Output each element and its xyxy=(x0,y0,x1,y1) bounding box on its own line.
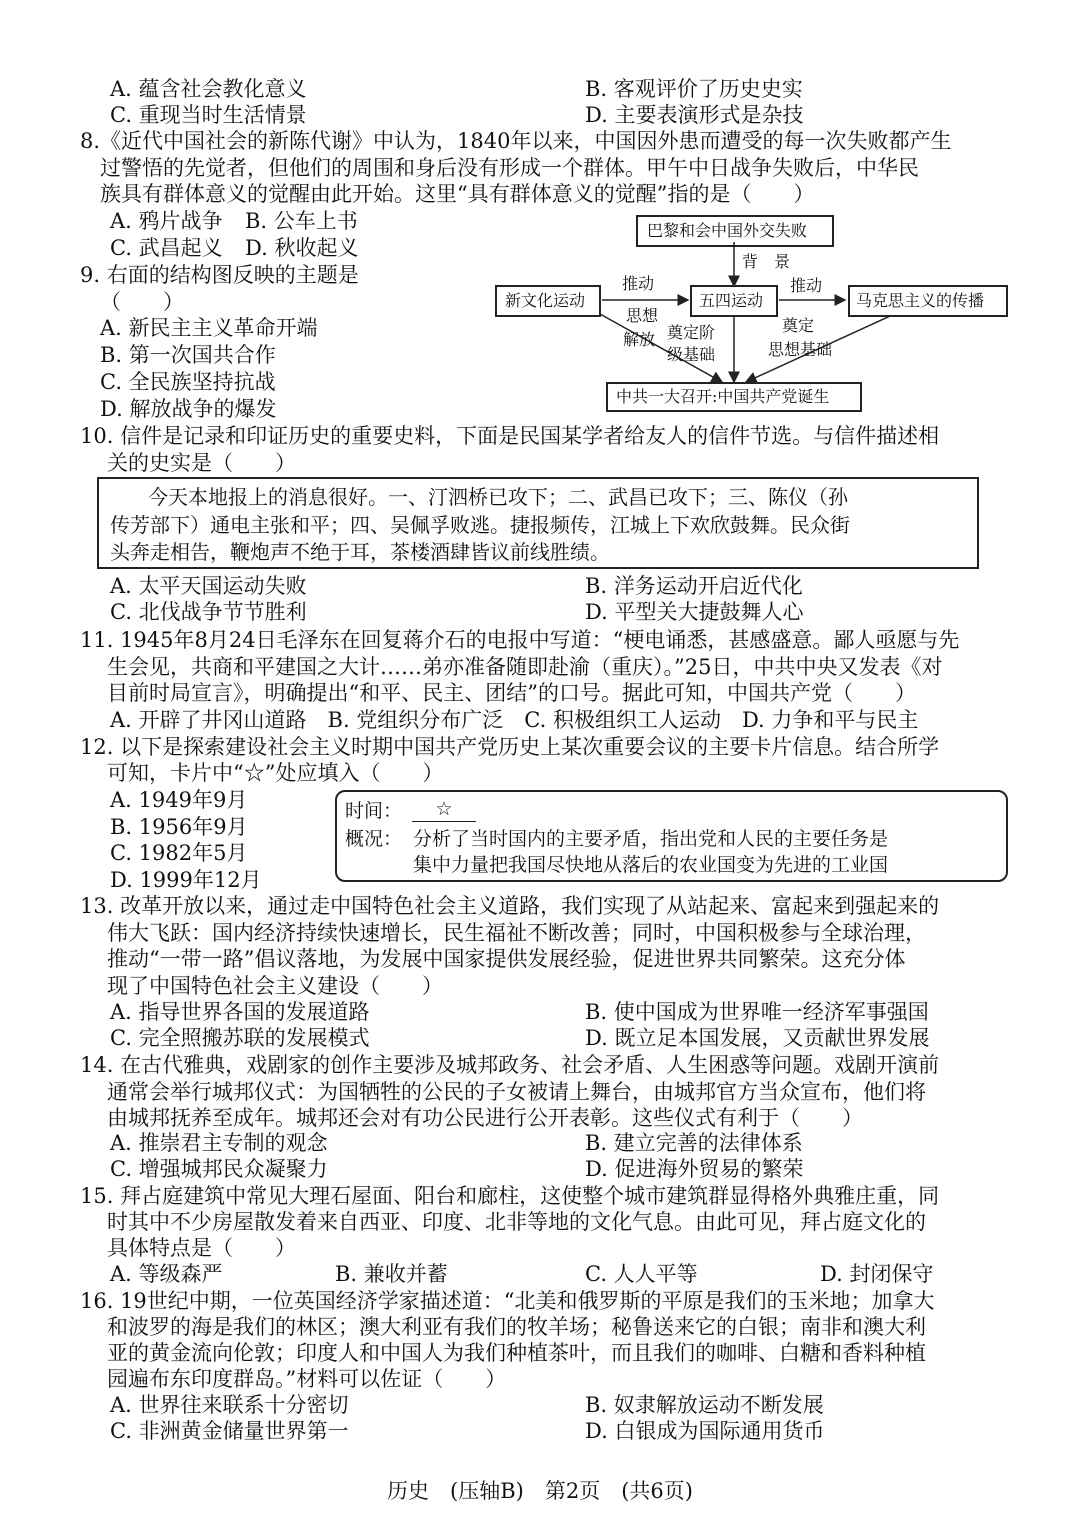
diagram-node-may-fourth-label: 五四运动 xyxy=(699,291,764,310)
q10-stem-line1: 10. 信件是记录和印证历史的重要史料，下面是民国某学者给友人的信件节选。与信件描述相 xyxy=(80,424,940,448)
diagram-node-cpc-label: 中共一大召开:中国共产党诞生 xyxy=(616,387,830,406)
q16-option-d: D. 白银成为国际通用货币 xyxy=(585,1419,825,1443)
q11-stem-line2: 生会见，共商和平建国之大计……弟亦准备随即赴渝（重庆）。”25日，中共中央又发表《对 xyxy=(107,655,943,679)
diagram-label-found-1: 奠定 xyxy=(782,316,815,335)
q13-option-c: C. 完全照搬苏联的发展模式 xyxy=(110,1026,370,1050)
q14-stem-line2: 通常会举行城邦仪式：为国牺牲的公民的子女被请上舞台，由城邦官方当众宣布，他们将 xyxy=(107,1080,926,1104)
q11-stem-line3: 目前时局宣言》，明确提出“和平、民主、团结”的口号。据此可知，中国共产党（ ） xyxy=(107,681,916,705)
q11-stem-line1: 11. 1945年8月24日毛泽东在回复蒋介石的电报中写道：“梗电诵悉，甚感盛意。鄙人亟愿与先 xyxy=(80,628,960,652)
q7-option-d: D. 主要表演形式是杂技 xyxy=(585,103,804,127)
card-time-label: 时间： xyxy=(345,800,403,822)
q16-option-a: A. 世界往来联系十分密切 xyxy=(110,1393,349,1417)
q13-stem-line1: 13. 改革开放以来，通过走中国特色社会主义道路，我们实现了从站起来、富起来到强起来的 xyxy=(80,894,940,918)
q7-option-c: C. 重现当时生活情景 xyxy=(110,103,307,127)
q8-stem-line3: 族具有群体意义的觉醒由此开始。这里“具有群体意义的觉醒”指的是（ ） xyxy=(100,182,815,206)
q8-stem-line2: 过警悟的先觉者，但他们的周围和身后没有形成一个群体。甲午中日战争失败后，中华民 xyxy=(100,156,919,180)
card-summary-line1: 分析了当时国内的主要矛盾，指出党和人民的主要任务是 xyxy=(413,828,889,850)
q14-stem-line1: 14. 在古代雅典，戏剧家的创作主要涉及城邦政务、社会矛盾、人生困惑等问题。戏剧开演前 xyxy=(80,1053,940,1077)
q9-option-d: D. 解放战争的爆发 xyxy=(100,397,277,421)
q10-letter-line1: 今天本地报上的消息很好。一、汀泗桥已攻下；二、武昌已攻下；三、陈仪（孙 xyxy=(148,485,848,509)
q15-option-c: C. 人人平等 xyxy=(585,1262,698,1286)
q12-stem-line2: 可知，卡片中“☆”处应填入（ ） xyxy=(107,761,444,785)
diagram-label-found-2: 思想基础 xyxy=(768,340,833,359)
q15-stem-line3: 具体特点是（ ） xyxy=(107,1236,296,1260)
q14-stem-line3: 由城邦抚养至成年。城邦还会对有功公民进行公开表彰。这些仪式有利于（ ） xyxy=(107,1106,863,1130)
q9-option-a: A. 新民主主义革命开端 xyxy=(100,316,318,340)
q15-option-d: D. 封闭保守 xyxy=(820,1262,934,1286)
diagram-label-background: 背 景 xyxy=(742,252,791,271)
q13-stem-line4: 现了中国特色社会主义建设（ ） xyxy=(107,974,443,998)
q8-stem-line1: 8.《近代中国社会的新陈代谢》中认为，1840年以来，中国因外患而遭受的每一次失败都产生 xyxy=(80,129,952,153)
card-summary-line2: 集中力量把我国尽快地从落后的农业国变为先进的工业国 xyxy=(413,854,889,876)
q14-option-a: A. 推崇君主专制的观念 xyxy=(110,1131,328,1155)
q10-letter-line2: 传芳部下）通电主张和平；四、吴佩孚败逃。捷报频传，江城上下欢欣鼓舞。民众街 xyxy=(110,513,850,537)
card-summary-label: 概况： xyxy=(345,828,403,850)
q10-stem-line2: 关的史实是（ ） xyxy=(107,451,296,475)
q12-option-a: A. 1949年9月 xyxy=(110,788,248,812)
diagram-node-paris-label: 巴黎和会中国外交失败 xyxy=(647,221,808,240)
page-footer: 历史 (压轴B) 第2页 (共6页) xyxy=(387,1479,693,1503)
q9-option-c: C. 全民族坚持抗战 xyxy=(100,370,276,394)
q14-option-c: C. 增强城邦民众凝聚力 xyxy=(110,1157,328,1181)
q7-option-a: A. 蕴含社会教化意义 xyxy=(110,77,307,101)
q9-stem-line1: 9. 右面的结构图反映的主题是 xyxy=(80,263,359,287)
q16-stem-line3: 亚的黄金流向伦敦；印度人和中国人为我们种植茶叶，而且我们的咖啡、白糖和香料种植 xyxy=(107,1341,926,1365)
q13-option-a: A. 指导世界各国的发展道路 xyxy=(110,1000,370,1024)
diagram-label-class-1: 奠定阶 xyxy=(667,323,716,342)
q16-stem-line1: 16. 19世纪中期，一位英国经济学家描述道：“北美和俄罗斯的平原是我们的玉米地；加拿大 xyxy=(80,1289,935,1313)
q15-option-b: B. 兼收并蓄 xyxy=(335,1262,448,1286)
q10-option-d: D. 平型关大捷鼓舞人心 xyxy=(585,600,804,624)
q8-option-b: B. 公车上书 xyxy=(245,209,358,233)
q9-option-b: B. 第一次国共合作 xyxy=(100,343,276,367)
q7-option-b: B. 客观评价了历史史实 xyxy=(585,77,803,101)
q10-letter-line3: 头奔走相告，鞭炮声不绝于耳，茶楼酒肆皆议前线胜绩。 xyxy=(110,540,610,564)
q13-option-d: D. 既立足本国发展，又贡献世界发展 xyxy=(585,1026,930,1050)
q8-option-c: C. 武昌起义 xyxy=(110,236,223,260)
q14-option-d: D. 促进海外贸易的繁荣 xyxy=(585,1157,804,1181)
q9-stem-line2: （ ） xyxy=(100,290,184,314)
q8-option-d: D. 秋收起义 xyxy=(245,236,359,260)
q13-option-b: B. 使中国成为世界唯一经济军事强国 xyxy=(585,1000,929,1024)
q16-option-b: B. 奴隶解放运动不断发展 xyxy=(585,1393,824,1417)
diagram-node-marxism-label: 马克思主义的传播 xyxy=(856,291,985,310)
q15-stem-line1: 15. 拜占庭建筑中常见大理石屋面、阳台和廊柱，这使整个城市建筑群显得格外典雅庄重，同 xyxy=(80,1184,940,1208)
q15-option-a: A. 等级森严 xyxy=(110,1262,223,1286)
q10-option-a: A. 太平天国运动失败 xyxy=(110,574,307,598)
q14-option-b: B. 建立完善的法律体系 xyxy=(585,1131,803,1155)
q13-stem-line2: 伟大飞跃：国内经济持续快速增长，民生福祉不断改善；同时，中国积极参与全球治理， xyxy=(107,921,926,945)
q10-option-b: B. 洋务运动开启近代化 xyxy=(585,574,803,598)
q10-option-c: C. 北伐战争节节胜利 xyxy=(110,600,307,624)
q12-option-d: D. 1999年12月 xyxy=(110,868,262,892)
card-star-blank: ☆ xyxy=(412,797,476,822)
diagram-label-push-2: 推动 xyxy=(790,276,823,295)
diagram-label-thought: 思想 xyxy=(626,306,659,325)
q15-stem-line2: 时其中不少房屋散发着来自西亚、印度、北非等地的文化气息。由此可见，拜占庭文化的 xyxy=(107,1210,926,1234)
q12-option-b: B. 1956年9月 xyxy=(110,815,248,839)
q16-stem-line4: 园遍布东印度群岛。”材料可以佐证（ ） xyxy=(107,1367,507,1391)
q8-option-a: A. 鸦片战争 xyxy=(110,209,223,233)
diagram-label-liberation: 解放 xyxy=(623,330,656,349)
q11-options: A. 开辟了井冈山道路 B. 党组织分布广泛 C. 积极组织工人运动 D. 力争和平与民主 xyxy=(110,708,919,732)
q13-stem-line3: 推动“一带一路”倡议落地，为发展中国家提供发展经验，促进世界共同繁荣。这充分体 xyxy=(107,947,906,971)
q12-stem-line1: 12. 以下是探索建设社会主义时期中国共产党历史上某次重要会议的主要卡片信息。结合所学 xyxy=(80,735,940,759)
q12-option-c: C. 1982年5月 xyxy=(110,841,248,865)
diagram-label-push-1: 推动 xyxy=(622,274,655,293)
diagram-node-new-culture-label: 新文化运动 xyxy=(505,291,586,310)
diagram-label-class-2: 级基础 xyxy=(667,345,716,364)
q16-option-c: C. 非洲黄金储量世界第一 xyxy=(110,1419,349,1443)
q16-stem-line2: 和波罗的海是我们的林区；澳大利亚有我们的牧羊场；秘鲁送来它的白银；南非和澳大利 xyxy=(107,1315,926,1339)
